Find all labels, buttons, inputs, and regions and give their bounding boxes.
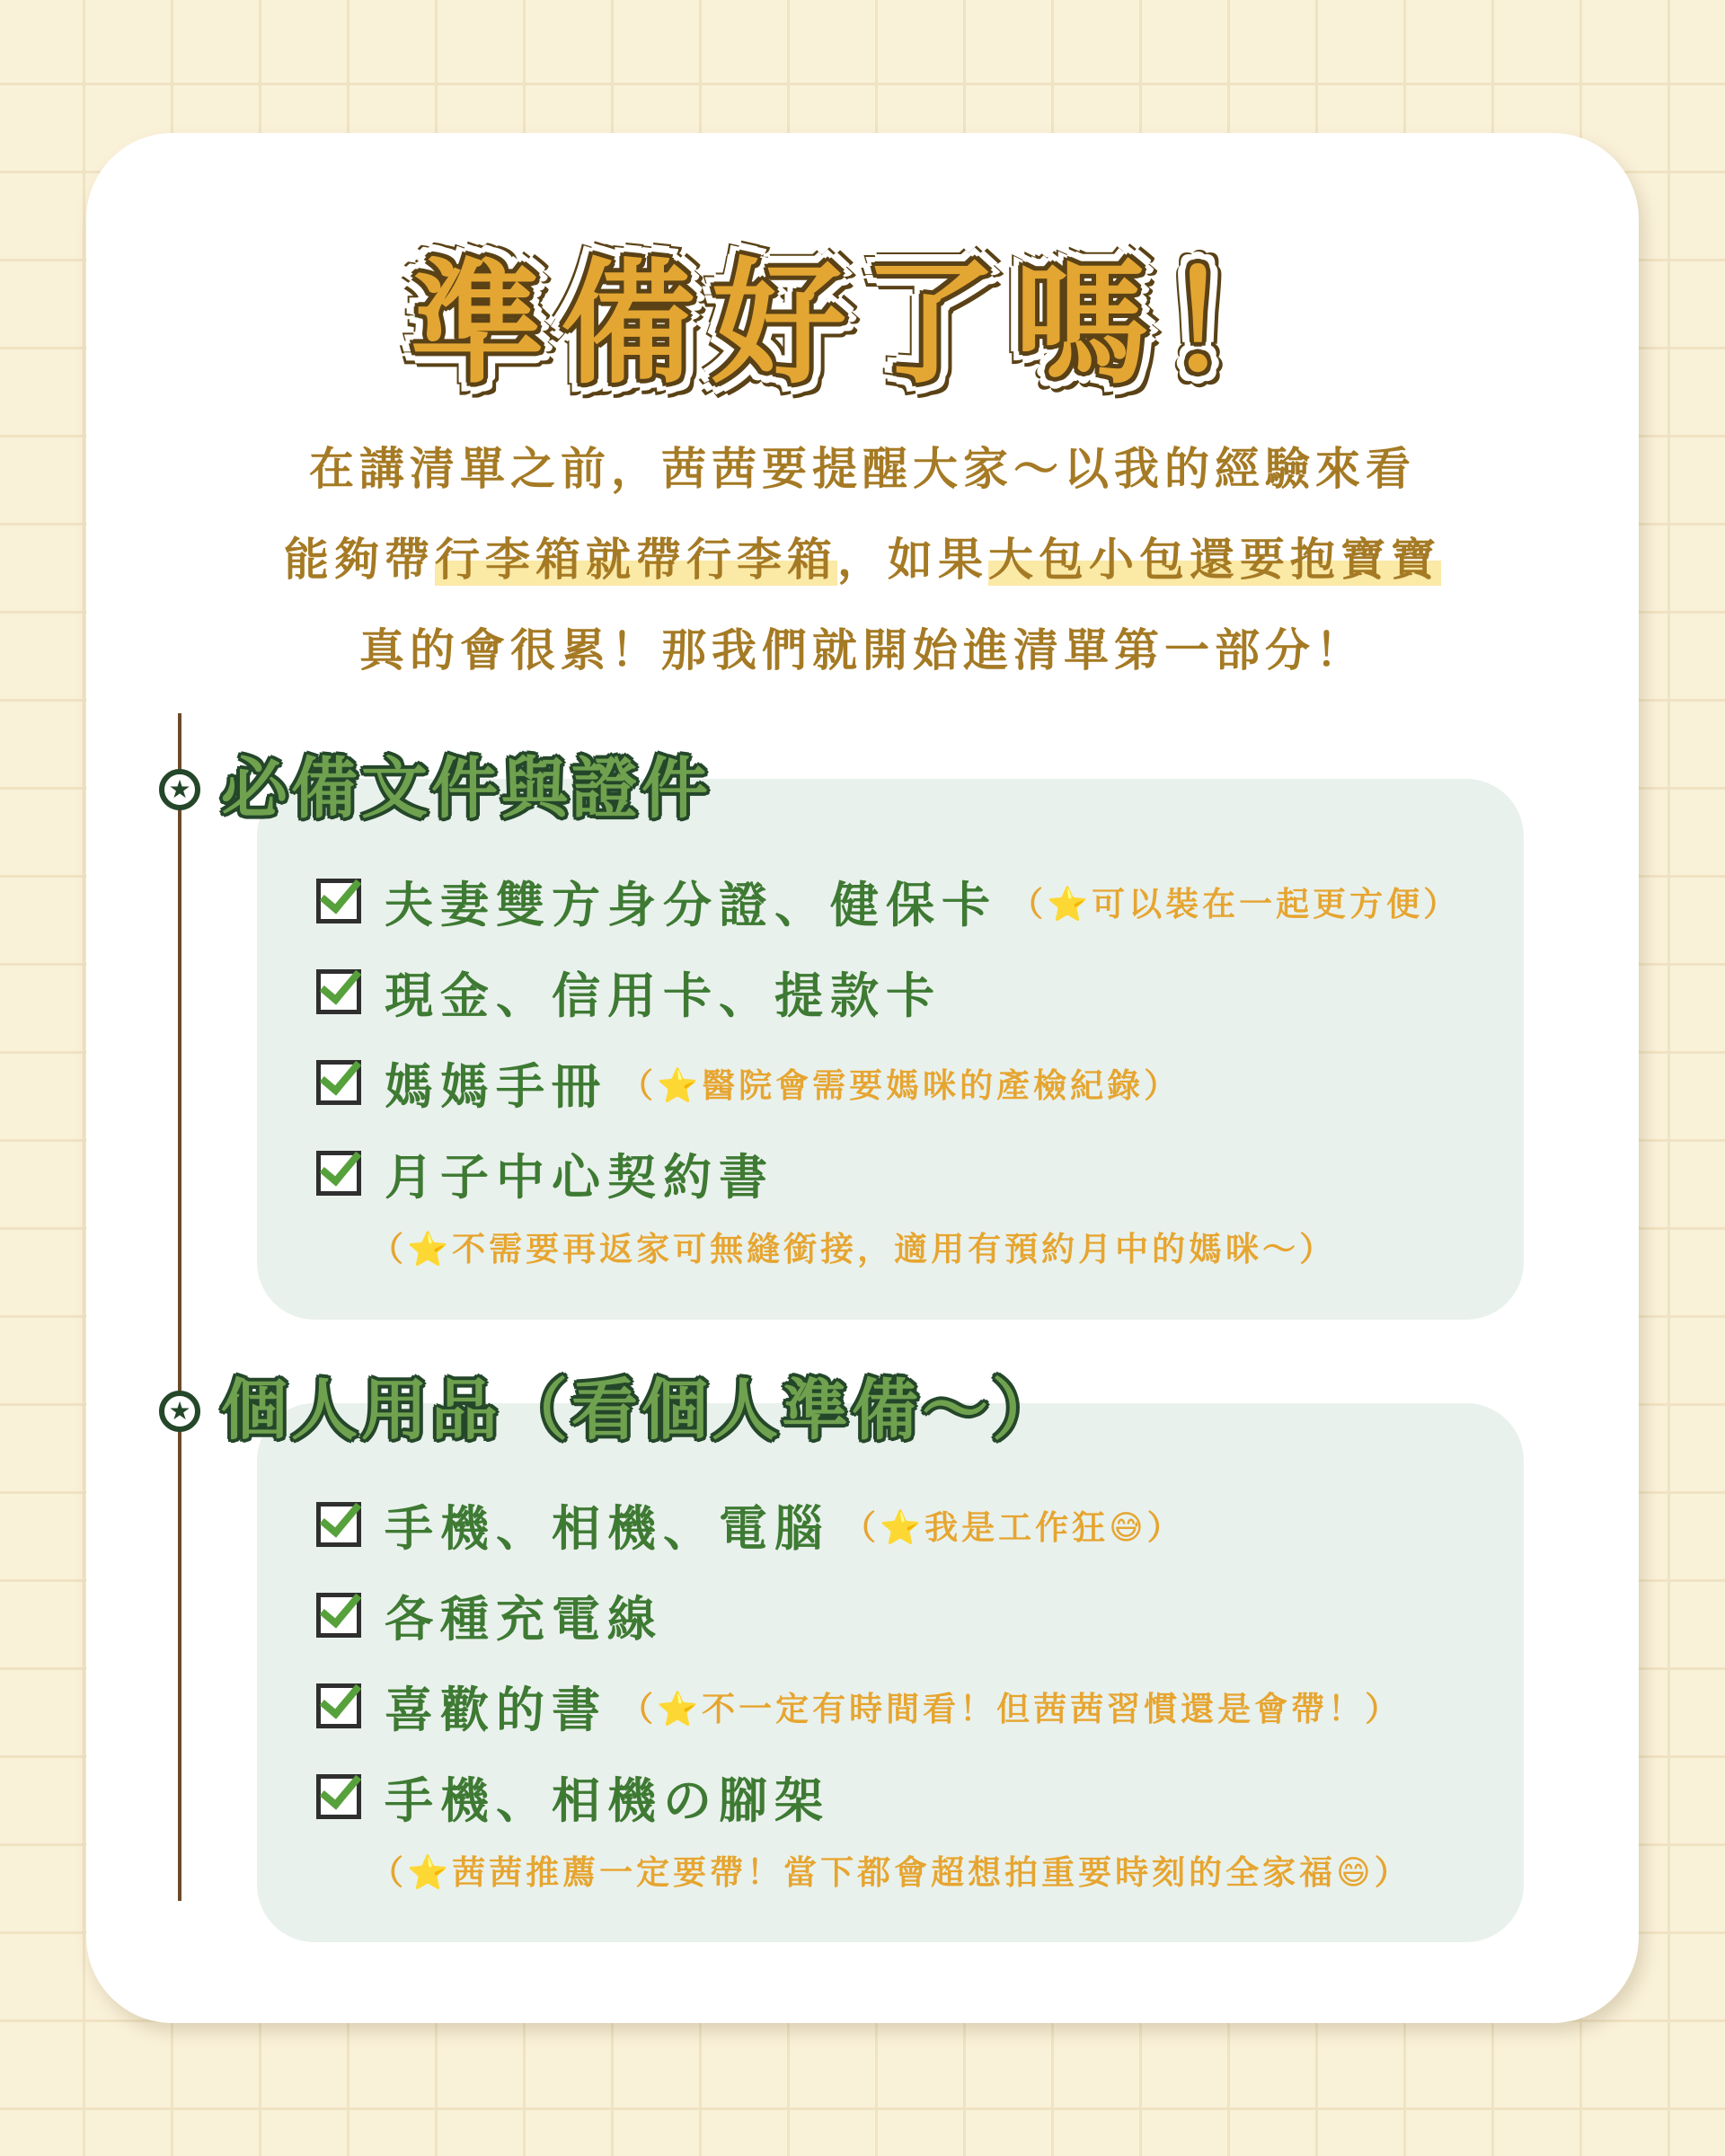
intro-line-2-a: 能夠帶 [284,534,435,586]
intro-line-2-c: ，如果 [837,534,988,586]
checkbox-checked-icon [316,879,361,923]
timeline-line [178,713,181,1901]
content-card [86,133,1639,2023]
checklist-item [316,1051,1181,1114]
section-title-documents: 必備文件與證件 [221,750,712,827]
intro-line-3: 真的會很累！那我們就開始進清單第一部分！ [359,624,1366,676]
checkbox-checked-icon [316,1151,361,1196]
checklist-item [316,1142,774,1205]
intro-line-1: 在講清單之前，茜茜要提醒大家～以我的經驗來看 [309,443,1416,495]
item-text: 喜歡的書 [385,1681,607,1738]
item-text: 手機、相機の腳架 [385,1772,830,1829]
item-text: 現金、信用卡、提款卡 [385,967,942,1024]
item-text: 月子中心契約書 [385,1148,774,1206]
item-text: 媽媽手冊 [385,1057,607,1115]
checkbox-checked-icon [316,969,361,1014]
item-note: （⭐醫院會需要媽咪的產檢紀錄） [620,1066,1181,1105]
intro-line-2 [86,531,1639,588]
checkbox-checked-icon [316,1502,361,1547]
page-title: 準備好了嗎！ [409,246,1315,402]
item-note-line [370,1219,1336,1273]
checklist-item [316,1493,1184,1556]
checkbox-checked-icon [316,1774,361,1819]
checklist-item [316,1674,1402,1737]
checklist-item [316,870,1460,932]
item-note: （⭐不一定有時間看！但茜茜習慣還是會帶！） [620,1690,1402,1728]
item-note: （⭐不需要再返家可無縫銜接，適用有預約月中的媽咪～） [370,1230,1337,1268]
checkbox-checked-icon [316,1060,361,1105]
star-icon: ★ [159,769,200,810]
item-text: 手機、相機、電腦 [385,1499,830,1557]
item-text: 夫妻雙方身分證、健保卡 [385,876,997,933]
intro-highlight-bags: 大包小包還要抱寶寶 [988,534,1441,586]
checkbox-checked-icon [316,1593,361,1638]
item-note-line [370,1842,1411,1896]
item-text: 各種充電線 [385,1590,663,1648]
checklist-item [316,1765,830,1828]
item-note: （⭐可以裝在一起更方便） [1010,885,1461,923]
checkbox-checked-icon [316,1683,361,1728]
item-note: （⭐我是工作狂😅） [843,1508,1184,1547]
item-note: （⭐茜茜推薦一定要帶！當下都會超想拍重要時刻的全家福😄） [370,1853,1411,1892]
intro-highlight-luggage: 行李箱就帶行李箱 [435,534,837,586]
section-title-personal-items: 個人用品（看個人準備～） [221,1372,1062,1449]
star-icon: ★ [159,1391,200,1432]
checklist-item [316,1584,663,1647]
checklist-item [316,960,942,1023]
